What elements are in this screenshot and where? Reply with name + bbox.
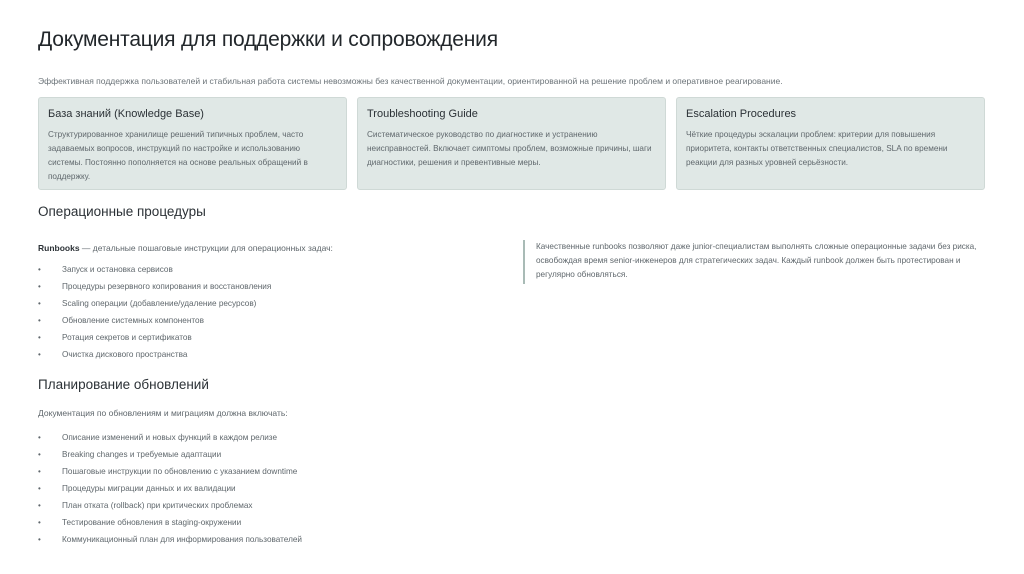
list-item: • Коммуникационный план для информирования пользователей: [38, 535, 302, 544]
card-text: Систематическое руководство по диагностике и устранению неисправностей. Включает симптомы проблем, возможные причины, шаги диагностики, решения и превентивные меры.: [367, 130, 652, 167]
list-item: • План отката (rollback) при критических проблемах: [38, 501, 253, 510]
card-title: Escalation Procedures: [686, 108, 797, 120]
card-escalation-procedures: [676, 97, 985, 190]
planning-heading: Планирование обновлений: [38, 377, 209, 392]
operations-heading: Операционные процедуры: [38, 204, 206, 219]
list-item: • Breaking changes и требуемые адаптации: [38, 450, 222, 459]
list-item: • Ротация секретов и сертификатов: [38, 333, 192, 342]
bullet-icon: •: [38, 333, 41, 342]
list-item: • Scaling операции (добавление/удаление ресурсов): [38, 299, 257, 308]
list-item: • Процедуры миграции данных и их валидации: [38, 484, 236, 493]
list-item: • Пошаговые инструкции по обновлению с указанием downtime: [38, 467, 298, 476]
bullet-icon: •: [38, 350, 41, 359]
list-item: • Запуск и остановка сервисов: [38, 265, 173, 274]
card-troubleshooting-guide: [357, 97, 666, 190]
runbooks-description: — детальные пошаговые инструкции для операционных задач:: [79, 243, 333, 253]
bullet-icon: •: [38, 433, 41, 442]
list-item: • Описание изменений и новых функций в каждом релизе: [38, 433, 278, 442]
operations-list: [38, 263, 271, 365]
list-item: • Обновление системных компонентов: [38, 316, 204, 325]
card-title: База знаний (Knowledge Base): [48, 108, 204, 120]
bullet-icon: •: [38, 484, 41, 493]
list-item: • Очистка дискового пространства: [38, 350, 188, 359]
card-text: Чёткие процедуры эскалации проблем: критерии для повышения приоритета, контакты ответственных специалистов, SLA по времени реакции для разных уровней серьёзности.: [686, 130, 948, 167]
planning-lead: Документация по обновлениям и миграциям должна включать:: [38, 408, 288, 418]
runbooks-lead: [38, 243, 333, 253]
card-title: Troubleshooting Guide: [367, 108, 478, 120]
cards-row: [38, 97, 986, 190]
list-item: • Процедуры резервного копирования и восстановления: [38, 282, 272, 291]
intro-text: Эффективная поддержка пользователей и стабильная работа системы невозможны без качественной документации, ориентированной на решение проблем и оперативное реагирование.: [38, 76, 783, 86]
bullet-icon: •: [38, 299, 41, 308]
bullet-icon: •: [38, 265, 41, 274]
runbooks-note: [523, 240, 993, 284]
card-knowledge-base: [38, 97, 347, 190]
bullet-icon: •: [38, 535, 41, 544]
bullet-icon: •: [38, 518, 41, 527]
bullet-icon: •: [38, 467, 41, 476]
bullet-icon: •: [38, 501, 41, 510]
bullet-icon: •: [38, 450, 41, 459]
list-item: • Тестирование обновления в staging-окружении: [38, 518, 242, 527]
bullet-icon: •: [38, 282, 41, 291]
planning-list: [38, 431, 302, 550]
card-text: Структурированное хранилище решений типичных проблем, часто задаваемых вопросов, инструкций по настройке и использованию системы. Постоянно пополняется на основе реальных обращений в поддержку.: [48, 130, 308, 181]
bullet-icon: •: [38, 316, 41, 325]
page-title: Документация для поддержки и сопровождения: [38, 28, 498, 51]
note-text: Качественные runbooks позволяют даже junior-специалистам выполнять сложные операционные задачи без риска, освобождая время senior-инженеров для стратегических задач. Каждый runbook должен быть протестирован и регулярно обновляться.: [536, 242, 977, 279]
runbooks-term: Runbooks: [38, 243, 80, 253]
